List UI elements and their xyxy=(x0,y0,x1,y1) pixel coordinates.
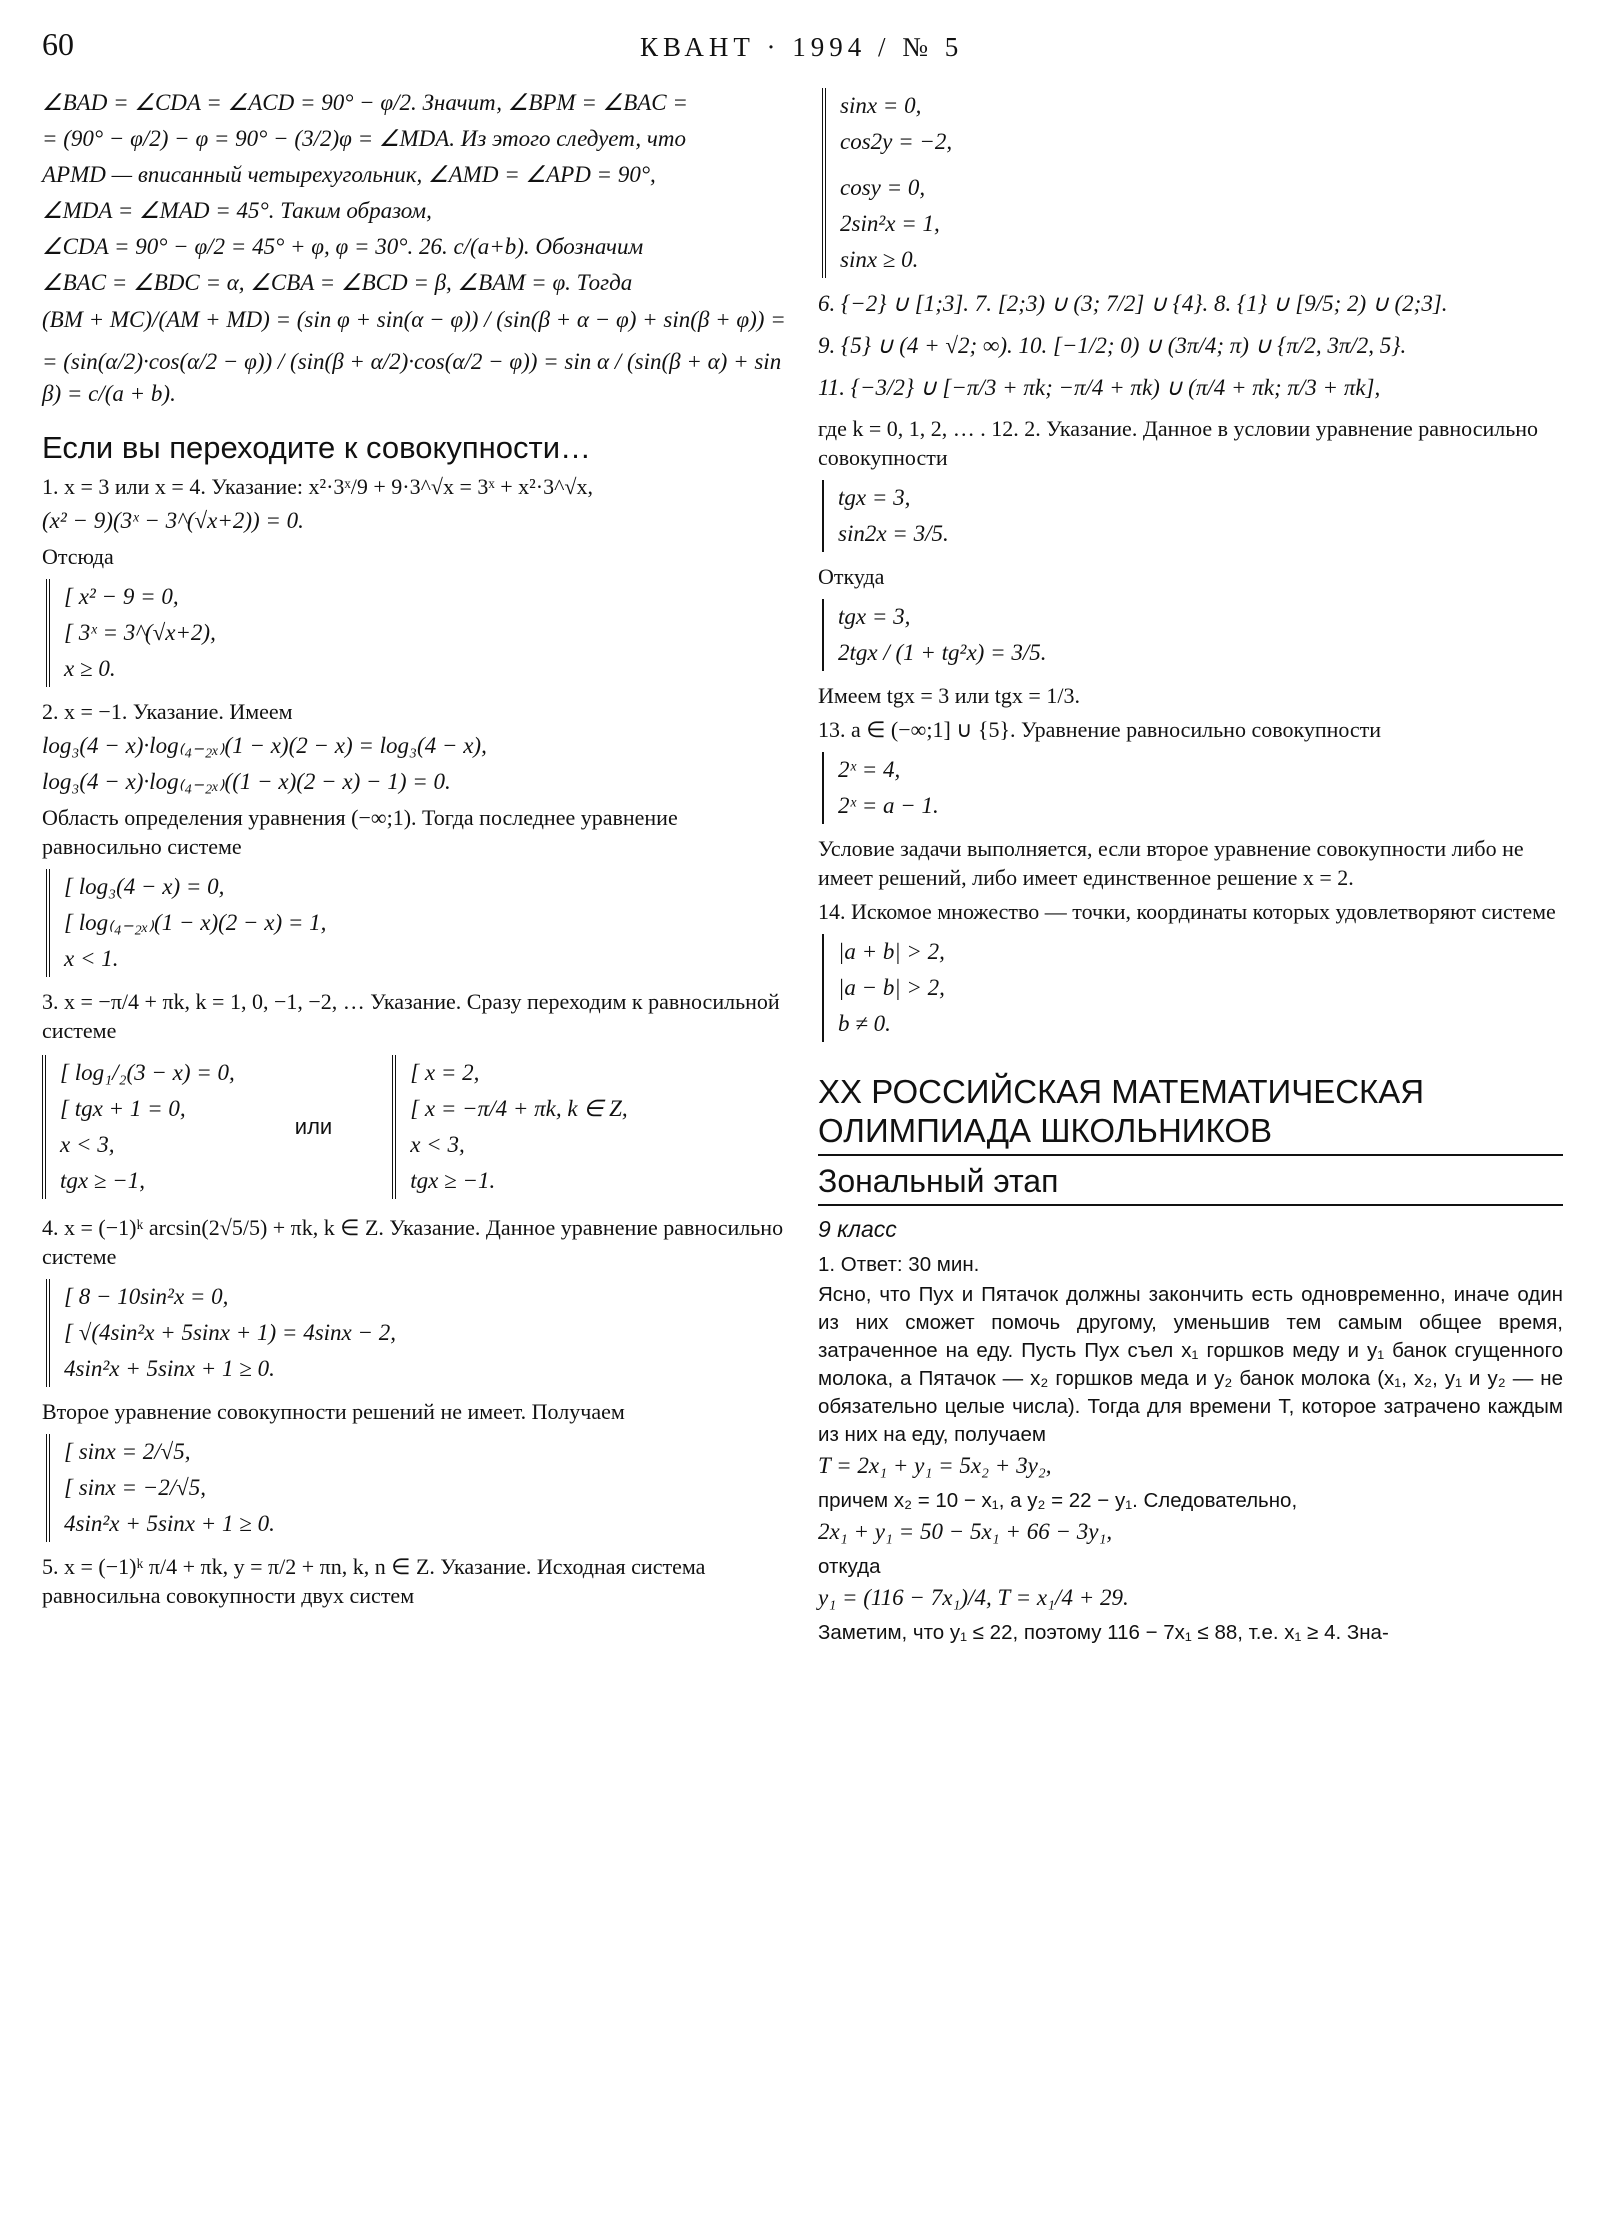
text-line: = (90° − φ/2) − φ = 90° − (3/2)φ = ∠MDA. Из этого следует, что xyxy=(42,126,686,151)
system-row: [ √(4sin²x + 5sinx + 1) = 4sinx − 2, xyxy=(64,1320,397,1345)
system-pair xyxy=(42,1055,802,1199)
text-line: Область определения уравнения (−∞;1). Тогда последнее уравнение равносильно системе xyxy=(42,805,678,859)
system-row: [ sinx = −2/√5, xyxy=(64,1475,207,1500)
answer-4: 4. x = (−1)ᵏ arcsin(2√5/5) + πk, k ∈ Z. Указание. Данное уравнение равносильно системе xyxy=(42,1215,784,1269)
equation-system xyxy=(46,1279,802,1387)
equation-system xyxy=(822,752,1563,824)
formula-line: T = 2x₁ + y₁ = 5x₂ + 3y₂, xyxy=(818,1453,1052,1478)
equation-system xyxy=(822,88,1563,278)
answer-5: 5. x = (−1)ᵏ π/4 + πk, y = π/2 + πn, k, n ∈ Z. Указание. Исходная система равносильна совокупности двух систем xyxy=(42,1554,706,1608)
system-row: |a + b| > 2, xyxy=(838,939,945,964)
system-row: 4sin²x + 5sinx + 1 ≥ 0. xyxy=(64,1511,275,1536)
right-column xyxy=(818,88,1563,1649)
system-row: [ x = −π/4 + πk, k ∈ Z, xyxy=(410,1096,628,1121)
page-header xyxy=(0,26,1600,76)
system-row: cos2y = −2, xyxy=(840,129,953,154)
answer-12: где k = 0, 1, 2, … . 12. 2. Указание. Данное в условии уравнение равносильно совокупности xyxy=(818,416,1539,470)
text-line: Откуда xyxy=(818,564,885,589)
formula-line: = (sin(α/2)·cos(α/2 − φ)) / (sin(β + α/2)·cos(α/2 − φ)) = sin α / (sin(β + α) + sin β) = c/(a + b). xyxy=(42,349,782,406)
paragraph: Заметим, что y₁ ≤ 22, поэтому 116 − 7x₁ ≤ 88, т.е. x₁ ≥ 4. Зна- xyxy=(818,1621,1389,1644)
system-row: [ x = 2, xyxy=(410,1060,480,1085)
system-row: x < 1. xyxy=(64,946,119,971)
system-row: tgx = 3, xyxy=(838,604,911,629)
equation-system xyxy=(822,934,1563,1042)
text-line: Условие задачи выполняется, если второе уравнение совокупности либо не имеет решений, либо имеет единственное решение x = 2. xyxy=(818,836,1524,890)
formula-line: log₃(4 − x)·log₍₄₋₂ₓ₎(1 − x)(2 − x) = log₃(4 − x), xyxy=(42,733,487,758)
formula-line: y₁ = (116 − 7x₁)/4, T = x₁/4 + 29. xyxy=(818,1585,1129,1610)
divider xyxy=(818,1154,1563,1156)
equation-system xyxy=(46,1434,802,1542)
system-row: x < 3, xyxy=(410,1132,465,1157)
system-row: sinx ≥ 0. xyxy=(840,247,919,272)
system-row: x ≥ 0. xyxy=(64,656,116,681)
equation-system xyxy=(42,1055,235,1199)
equation-system xyxy=(392,1055,627,1199)
stage-title: Зональный этап xyxy=(818,1163,1059,1199)
system-row: [ log₁/₂(3 − x) = 0, xyxy=(60,1060,235,1085)
system-row: [ tgx + 1 = 0, xyxy=(60,1096,186,1121)
system-row: 2ˣ = 4, xyxy=(838,757,901,782)
text-line: ∠BAC = ∠BDC = α, ∠CBA = ∠BCD = β, ∠BAM = φ. Тогда xyxy=(42,270,633,295)
system-row: b ≠ 0. xyxy=(838,1011,891,1036)
text-line: ∠CDA = 90° − φ/2 = 45° + φ, φ = 30°. 26. c/(a+b). Обозначим xyxy=(42,234,644,259)
answer-14: 14. Искомое множество — точки, координаты которых удовлетворяют системе xyxy=(818,899,1556,924)
system-row: sin2x = 3/5. xyxy=(838,521,949,546)
formula-line: (x² − 9)(3ˣ − 3^(√x+2)) = 0. xyxy=(42,508,304,533)
answer-2: 2. x = −1. Указание. Имеем xyxy=(42,699,293,724)
equation-system xyxy=(822,599,1563,671)
system-row: [ sinx = 2/√5, xyxy=(64,1439,191,1464)
text-line: ∠MDA = ∠MAD = 45°. Таким образом, xyxy=(42,198,432,223)
system-row: [ 8 − 10sin²x = 0, xyxy=(64,1284,229,1309)
text-line: Второе уравнение совокупности решений не имеет. Получаем xyxy=(42,1399,625,1424)
journal-title: КВАНТ · 1994 / № 5 xyxy=(640,32,964,62)
system-row: [ x² − 9 = 0, xyxy=(64,584,179,609)
paragraph: причем x₂ = 10 − x₁, а y₂ = 22 − y₁. Следовательно, xyxy=(818,1489,1298,1512)
answer-13: 13. a ∈ (−∞;1] ∪ {5}. Уравнение равносильно совокупности xyxy=(818,717,1382,742)
text-line: ∠BAD = ∠CDA = ∠ACD = 90° − φ/2. Значит, ∠BPM = ∠BAC = xyxy=(42,90,688,115)
equation-system xyxy=(46,579,802,687)
or-word: или xyxy=(294,1114,333,1139)
olympiad-title-line: ОЛИМПИАДА ШКОЛЬНИКОВ xyxy=(818,1112,1273,1149)
olympiad-title-line: XX РОССИЙСКАЯ МАТЕМАТИЧЕСКАЯ xyxy=(818,1073,1425,1110)
equation-system xyxy=(822,480,1563,552)
text-line: Отсюда xyxy=(42,544,114,569)
answer-3: 3. x = −π/4 + πk, k = 1, 0, −1, −2, … Указание. Сразу переходим к равносильной системе xyxy=(42,989,780,1043)
system-row: sinx = 0, xyxy=(840,93,922,118)
paragraph: 1. Ответ: 30 мин. xyxy=(818,1253,980,1276)
grade-heading: 9 класс xyxy=(818,1216,897,1242)
answer-1: 1. x = 3 или x = 4. Указание: x²·3ˣ/9 + 9·3^√x = 3ˣ + x²·3^√x, xyxy=(42,474,593,499)
paragraph: откуда xyxy=(818,1555,881,1578)
text-line: APMD — вписанный четырехугольник, ∠AMD = ∠APD = 90°, xyxy=(42,162,656,187)
system-row: tgx = 3, xyxy=(838,485,911,510)
system-row: [ log₃(4 − x) = 0, xyxy=(64,874,225,899)
answer-11: 11. {−3/2} ∪ [−π/3 + πk; −π/4 + πk) ∪ (π/4 + πk; π/3 + πk], xyxy=(818,375,1381,400)
system-row: 2tgx / (1 + tg²x) = 3/5. xyxy=(838,640,1047,665)
system-row: |a − b| > 2, xyxy=(838,975,945,1000)
system-row: 2sin²x = 1, xyxy=(840,211,940,236)
system-row: tgx ≥ −1, xyxy=(60,1168,145,1193)
text-line: Имеем tgx = 3 или tgx = 1/3. xyxy=(818,683,1080,708)
left-column xyxy=(42,88,802,1615)
formula-line: 2x₁ + y₁ = 50 − 5x₁ + 66 − 3y₁, xyxy=(818,1519,1113,1544)
system-row: x < 3, xyxy=(60,1132,115,1157)
system-row: [ log₍₄₋₂ₓ₎(1 − x)(2 − x) = 1, xyxy=(64,910,327,935)
paragraph: Ясно, что Пух и Пятачок должны закончить есть одновременно, иначе один из них сможет помочь другому, уменьшив тем самым общее время, затраченное на еду. Пусть Пух съел x₁ горшков меду и y₁ банок сгущенного молока, а Пятачок — x₂ горшков меда и y₂ банок молока (x₁, x₂, y₁ и y₂ — не обязательно целые числа). Тогда для времени T, которое затрачено каждым из них на еду, получаем xyxy=(818,1283,1563,1446)
page-number: 60 xyxy=(42,26,74,62)
section-title: Если вы переходите к совокупности… xyxy=(42,430,592,465)
system-row: 4sin²x + 5sinx + 1 ≥ 0. xyxy=(64,1356,275,1381)
olympiad-title xyxy=(818,1072,1563,1150)
system-row: tgx ≥ −1. xyxy=(410,1168,496,1193)
formula-line: (BM + MC)/(AM + MD) = (sin φ + sin(α − φ)) / (sin(β + α − φ) + sin(β + φ)) = xyxy=(42,307,786,332)
answers-9-10: 9. {5} ∪ (4 + √2; ∞). 10. [−1/2; 0) ∪ (3π/4; π) ∪ {π/2, 3π/2, 5}. xyxy=(818,333,1407,358)
system-row: cosy = 0, xyxy=(840,175,926,200)
divider xyxy=(818,1204,1563,1206)
equation-system xyxy=(46,869,802,977)
answers-6-8: 6. {−2} ∪ [1;3]. 7. [2;3) ∪ (3; 7/2] ∪ {4}. 8. {1} ∪ [9/5; 2) ∪ (2;3]. xyxy=(818,291,1448,316)
system-row: [ 3ˣ = 3^(√x+2), xyxy=(64,620,216,645)
system-row: 2ˣ = a − 1. xyxy=(838,793,939,818)
formula-line: log₃(4 − x)·log₍₄₋₂ₓ₎((1 − x)(2 − x) − 1) = 0. xyxy=(42,769,451,794)
